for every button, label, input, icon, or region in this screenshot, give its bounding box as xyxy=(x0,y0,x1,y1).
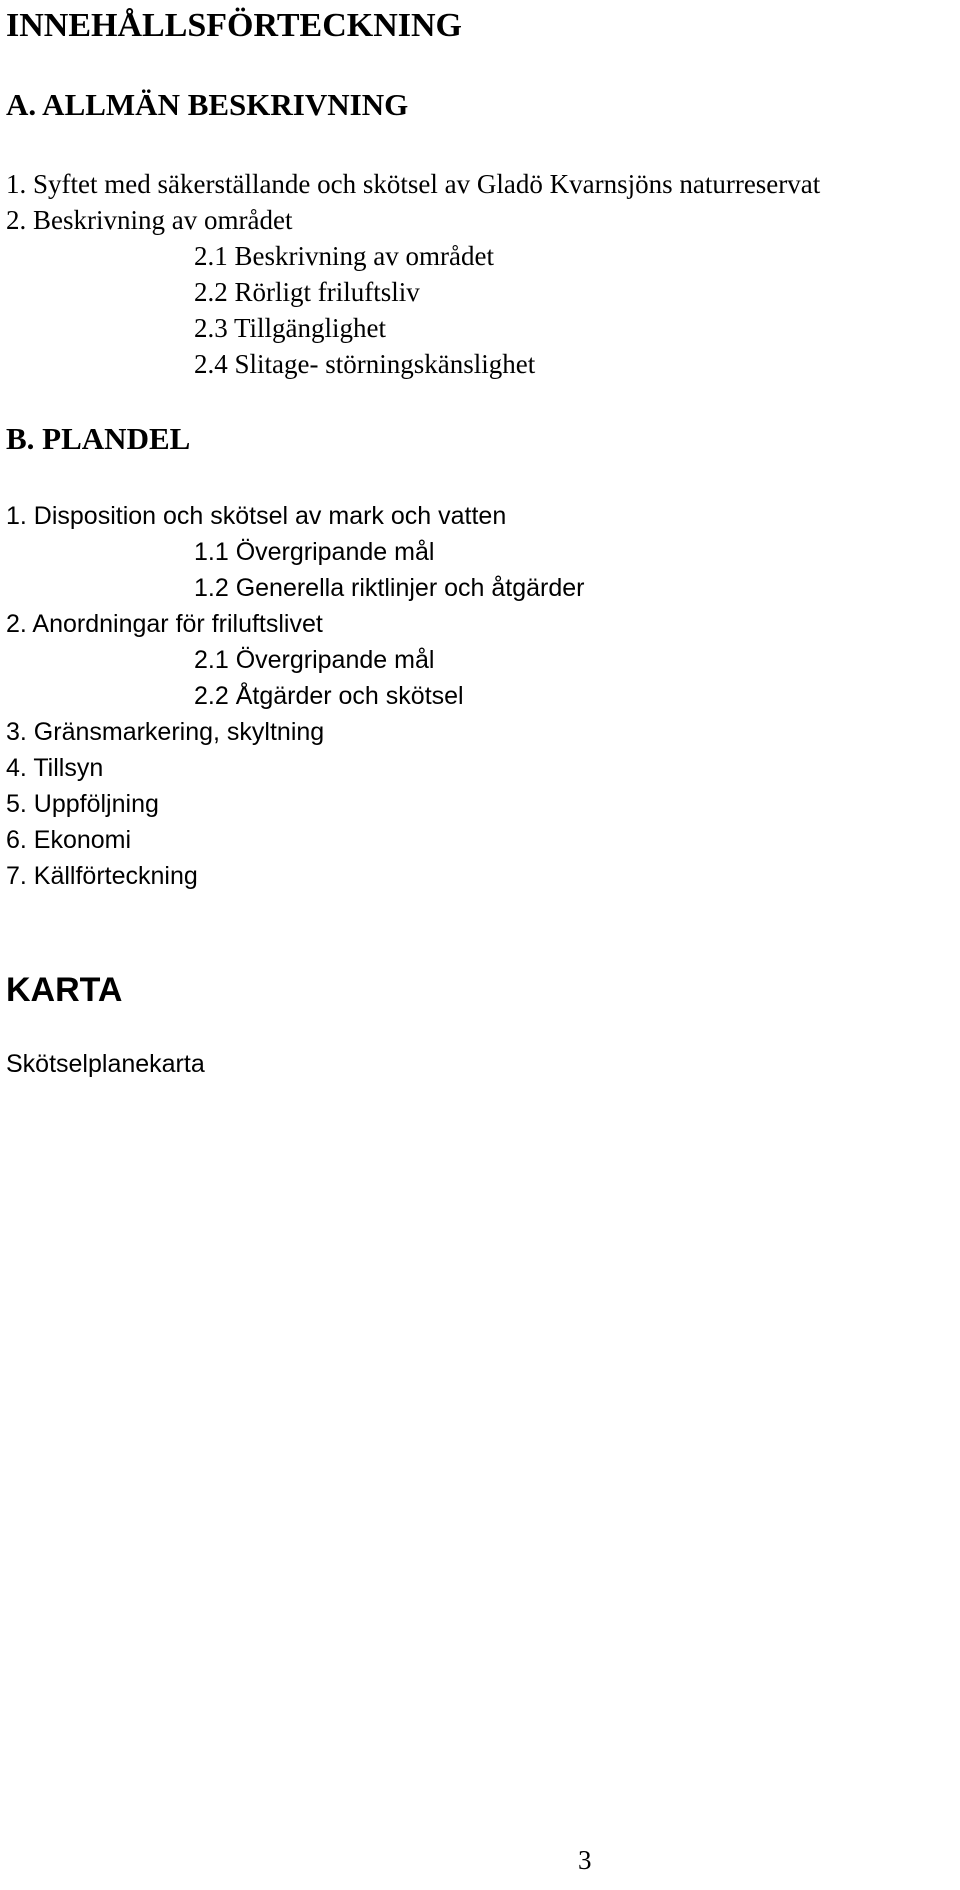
toc-item: 4. Tillsyn xyxy=(6,754,104,782)
toc-item: 1. Syftet med säkerställande och skötsel av Gladö Kvarnsjöns naturreservat xyxy=(6,169,821,199)
toc-item: 5. Uppföljning xyxy=(6,790,159,818)
toc-item: Skötselplanekarta xyxy=(6,1050,205,1078)
toc-item: 3. Gränsmarkering, skyltning xyxy=(6,718,325,746)
toc-subitem: 2.1 Beskrivning av området xyxy=(194,241,494,271)
karta-heading: KARTA xyxy=(6,971,123,1009)
toc-item: 1. Disposition och skötsel av mark och vatten xyxy=(6,502,507,530)
part-b-heading: B. PLANDEL xyxy=(6,421,191,456)
toc-subitem: 2.2 Åtgärder och skötsel xyxy=(194,682,464,710)
toc-item: 7. Källförteckning xyxy=(6,862,198,890)
toc-subitem: 2.2 Rörligt friluftsliv xyxy=(194,277,420,307)
toc-subitem: 2.4 Slitage- störningskänslighet xyxy=(194,349,536,379)
toc-subitem: 2.3 Tillgänglighet xyxy=(194,313,387,343)
toc-item: 2. Anordningar för friluftslivet xyxy=(6,610,323,638)
part-a-heading: A. ALLMÄN BESKRIVNING xyxy=(6,87,409,122)
toc-item: 2. Beskrivning av området xyxy=(6,205,293,235)
toc-title: INNEHÅLLSFÖRTECKNING xyxy=(6,7,462,44)
toc-subitem: 2.1 Övergripande mål xyxy=(194,646,435,674)
toc-item: 6. Ekonomi xyxy=(6,826,132,854)
toc-subitem: 1.1 Övergripande mål xyxy=(194,538,435,566)
page-number: 3 xyxy=(578,1845,592,1875)
toc-subitem: 1.2 Generella riktlinjer och åtgärder xyxy=(194,574,585,602)
